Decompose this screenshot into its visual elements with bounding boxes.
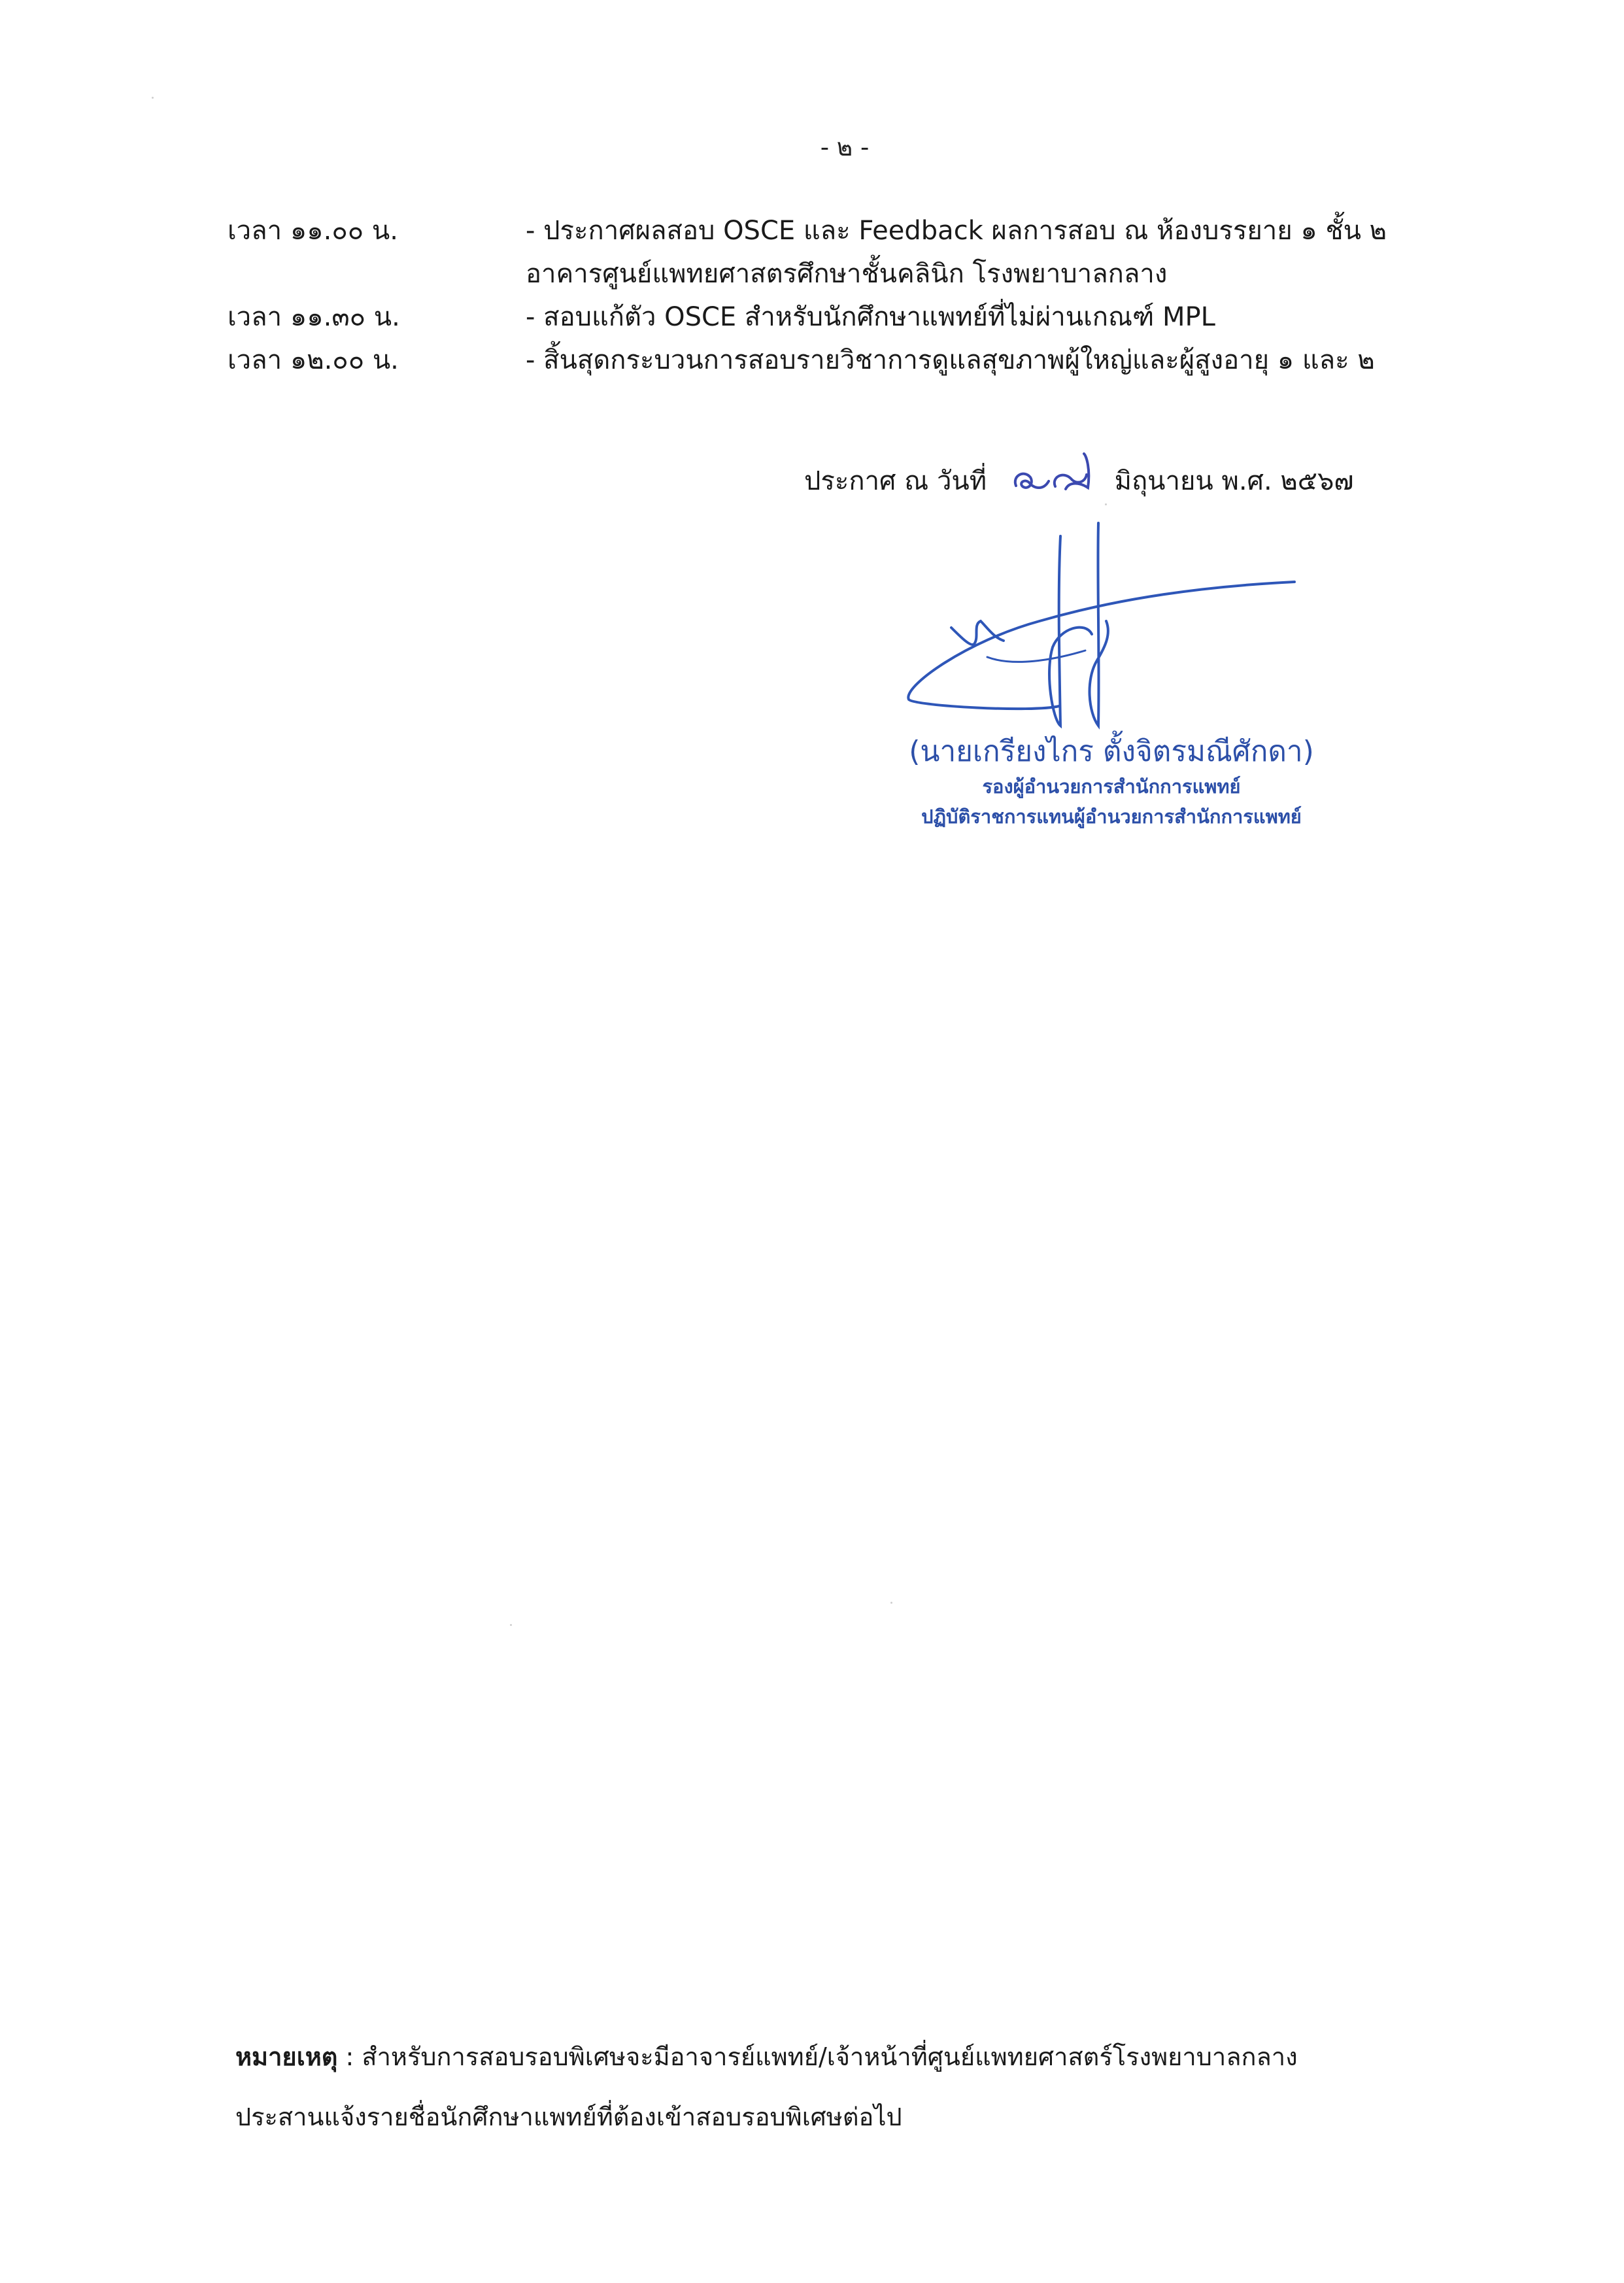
footnote-line <box>235 2027 1478 2087</box>
signer-acting-position: ปฏิบัติราชการแทนผู้อำนวยการสำนักการแพทย์ <box>921 805 1302 828</box>
schedule-time: เวลา ๑๑.๓๐ น. <box>228 302 400 332</box>
schedule-row <box>228 209 1502 296</box>
signer-position: รองผู้อำนวยการสำนักการแพทย์ <box>982 775 1241 798</box>
schedule-description <box>526 296 1502 339</box>
schedule-row <box>228 296 1502 339</box>
footnote-label: หมายเหตุ <box>235 2042 338 2071</box>
schedule-row <box>228 339 1502 382</box>
schedule-description <box>526 209 1502 296</box>
schedule-time: เวลา ๑๑.๐๐ น. <box>228 216 398 246</box>
scan-speck <box>1105 503 1107 505</box>
signer-block <box>850 732 1347 832</box>
schedule-description <box>526 339 1502 382</box>
schedule-list <box>228 209 1502 382</box>
scan-speck <box>152 97 154 99</box>
announcement-month-year: มิถุนายน พ.ศ. ๒๕๖๗ <box>1114 466 1354 496</box>
schedule-description-line: - สอบแก้ตัว OSCE สำหรับนักศึกษาแพทย์ที่ไม่ผ่านเกณฑ์ MPL <box>526 302 1215 332</box>
scan-speck <box>890 1602 892 1604</box>
footnote-separator: : <box>337 2042 362 2071</box>
schedule-description-line: - สิ้นสุดกระบวนการสอบรายวิชาการดูแลสุขภาพผู้ใหญ่และผู้สูงอายุ ๑ และ ๒ <box>526 345 1375 375</box>
schedule-description-line: อาคารศูนย์แพทยศาสตรศึกษาชั้นคลินิก โรงพยาบาลกลาง <box>526 259 1168 289</box>
schedule-description-line: - ประกาศผลสอบ OSCE และ Feedback ผลการสอบ ณ ห้องบรรยาย ๑ ชั้น ๒ <box>526 216 1387 246</box>
footnote <box>235 2027 1478 2147</box>
scan-speck <box>510 1624 512 1626</box>
footnote-text: สำหรับการสอบรอบพิเศษจะมีอาจารย์แพทย์/เจ้าหน้าที่ศูนย์แพทยศาสตร์โรงพยาบาลกลาง <box>362 2042 1298 2071</box>
footnote-line: ประสานแจ้งรายชื่อนักศึกษาแพทย์ที่ต้องเข้าสอบรอบพิเศษต่อไป <box>235 2103 902 2131</box>
schedule-time: เวลา ๑๒.๐๐ น. <box>228 345 399 375</box>
page-number: - ๒ - <box>820 133 870 161</box>
signature <box>889 510 1308 735</box>
announcement-prefix: ประกาศ ณ วันที่ <box>804 466 987 496</box>
signer-name: (นายเกรียงไกร ตั้งจิตรมณีศักดา) <box>909 735 1314 768</box>
handwritten-day <box>995 463 1106 502</box>
handwritten-day-glyph <box>1008 450 1100 509</box>
announcement-date <box>804 462 1353 502</box>
